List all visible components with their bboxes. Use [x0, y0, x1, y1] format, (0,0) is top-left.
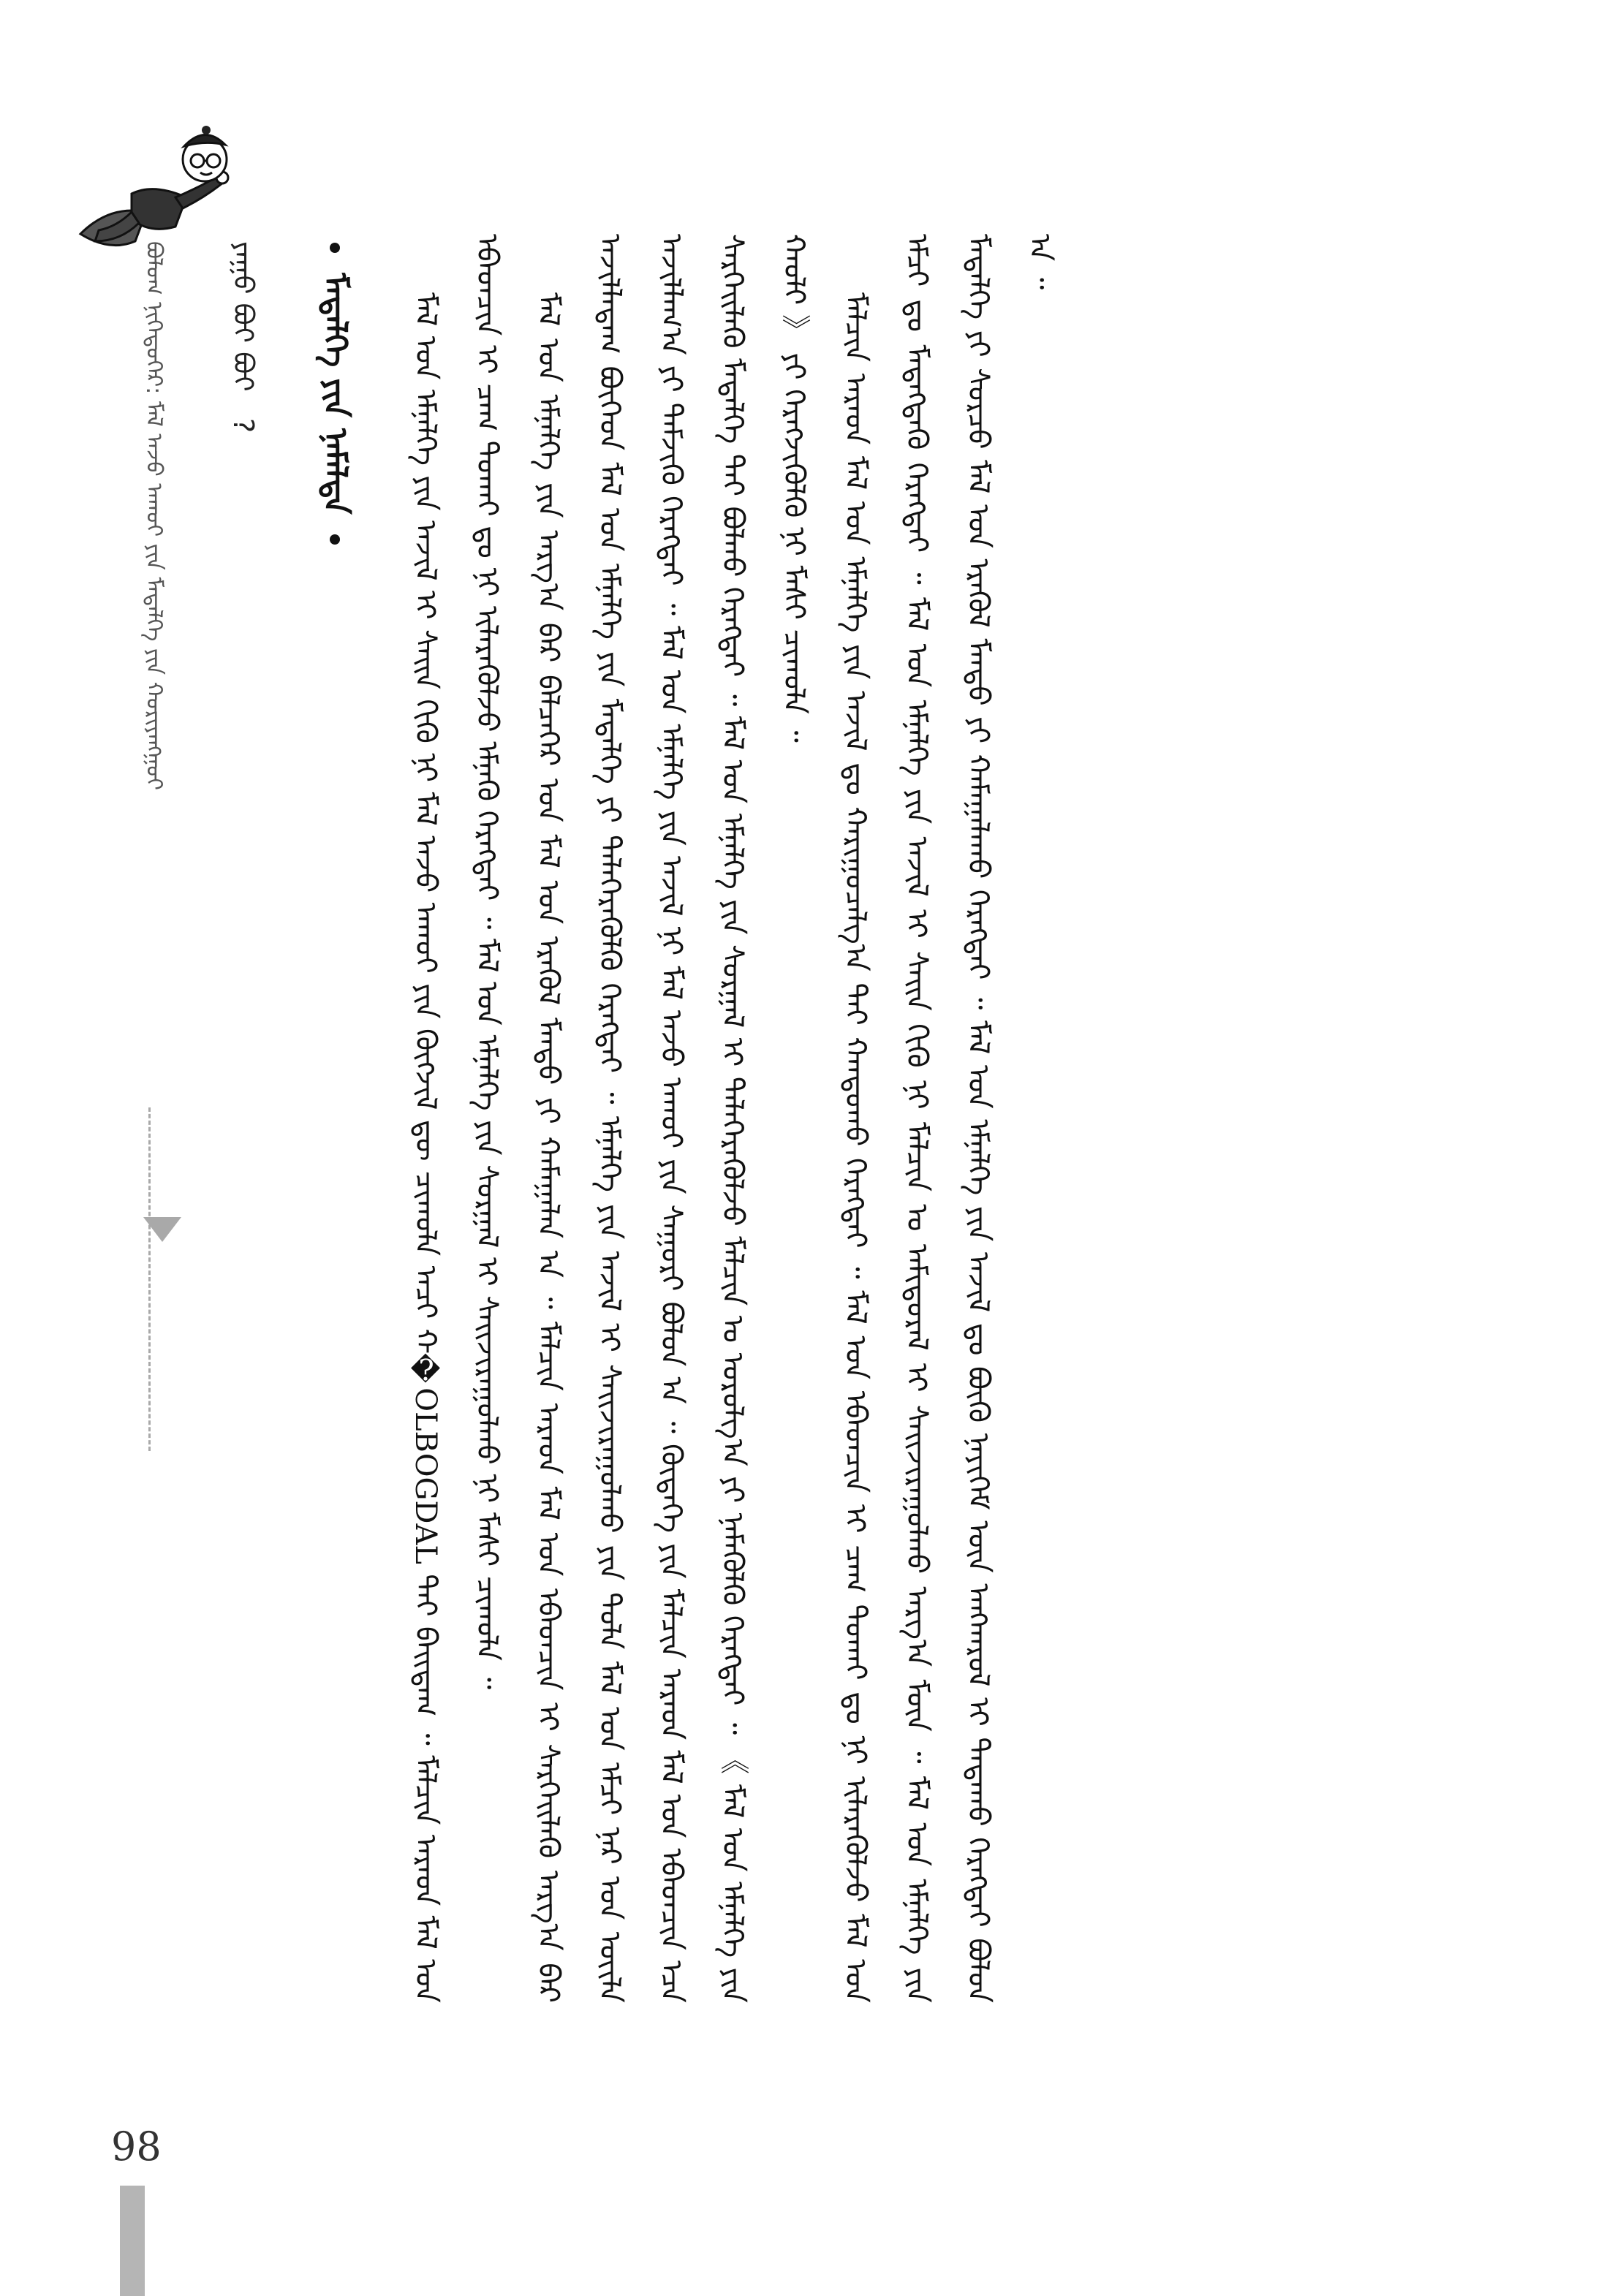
- running-head-title: ᠪᠤᠯᠤᠭ ᠨᠢᠭᠡᠳᠦᠭᠡᠷ: ᠮᠠᠯ ᠠᠵᠤ ᠠᠬᠤᠢ ᠶᠢᠨ ᠮᠡᠳᠡᠯᠭᠡ ᠶᠢᠨ ᠬᠤᠷᠢᠶᠠᠩᠭᠤᠢ: [141, 241, 167, 791]
- mascot-hat-knob: [202, 126, 211, 134]
- body-paragraph-1: ᠮᠠᠯ ᠤᠨ ᠡᠮᠨᠡᠯᠭᠡ ᠶᠢᠨ ᠠᠵᠢᠯ ᠢ ᠰᠠᠢᠨ ᠬᠢᠬᠦ ᠨᠢ ᠮᠠᠯ ᠠᠵᠤ ᠠᠬᠤᠢ ᠶᠢᠨ ᠬᠥᠭᠵᠢᠯ ᠳᠦ ᠴᠢᠬᠤᠯᠠ ᠠᠴᠢ ᠬ�OLBOGDAL ᠲᠠᠢ ᠪᠠᠢᠳᠠᠭ ᠃ ᠮᠠᠯᠴᠢᠨ ᠠᠷᠠᠳ ᠮᠠᠯ ᠤᠨ ᠡᠪᠡᠳᠴᠢᠨ ᠢ ᠴᠠᠭ ᠲᠤᠬᠠᠢ ᠳᠤ ᠨᠢ ᠢᠯᠡᠷᠡᠭᠦᠯᠵᠦ ᠡᠮᠨᠡᠬᠦ ᠬᠡᠷᠡᠭᠲᠡᠢ ᠃ ᠮᠠᠯ ᠤᠨ ᠡᠮᠨᠡᠯᠭᠡ ᠶᠢᠨ ᠰᠤᠷᠭᠠᠯ ᠢ ᠰᠠᠢᠵᠢᠷᠠᠭᠤᠯᠬᠤ ᠨᠢ ᠮᠠᠰᠢ ᠴᠢᠬᠤᠯᠠ ᠃: [409, 234, 504, 2003]
- section-heading: [307, 234, 363, 553]
- section-question-text: ᠶᠠᠭᠤ ᠪᠤᠢ ᠪᠤᠢ: [227, 241, 260, 392]
- body-paragraph-2: ᠮᠠᠯ ᠤᠨ ᠡᠮᠨᠡᠯᠭᠡ ᠶᠢᠨ ᠠᠷᠭ᠎ᠠ ᠪᠠᠷ ᠪᠡᠯᠴᠡᠭᠡᠷ ᠤᠨ ᠮᠠᠯ ᠤᠨ ᠡᠷᠡᠭᠦᠯ ᠮᠡᠨᠳᠦ ᠶᠢ ᠬᠠᠮᠠᠭᠠᠯᠠᠨ ᠠ ᠃ ᠮᠠᠯᠴᠢᠨ ᠠᠷᠠᠳ ᠮᠠᠯ ᠤᠨ ᠡᠪᠡᠳᠴᠢᠨ ᠢ ᠰᠡᠷᠭᠡᠢᠯᠡᠬᠦ ᠠᠷᠭ᠎ᠠ ᠪᠠᠷ ᠠᠵᠢᠯᠯᠠᠳᠠᠭ ᠪᠥᠭᠡᠳ ᠮᠠᠯ ᠤᠨ ᠡᠮᠨᠡᠯᠭᠡ ᠶᠢᠨ ᠮᠡᠳᠡᠯᠭᠡ ᠶᠢ ᠳᠡᠯᠡᠭᠡᠷᠡᠭᠦᠯᠬᠦ ᠬᠡᠷᠡᠭᠲᠡᠢ ᠃ ᠡᠮᠨᠡᠯᠭᠡ ᠶᠢᠨ ᠠᠵᠢᠯ ᠢ ᠰᠠᠢᠵᠢᠷᠠᠭᠤᠯᠬᠤ ᠶᠢᠨ ᠲᠤᠯᠠ ᠮᠠᠯ ᠤᠨ ᠡᠮᠴᠢ ᠨᠠᠷ ᠤᠨ ᠦᠢᠯᠡ ᠠᠵᠢᠯᠯᠠᠭ᠎ᠠ ᠶᠢ ᠳᠡᠮᠵᠢᠬᠦ ᠬᠡᠷᠡᠭᠲᠡᠢ ᠃ ᠮᠠᠯ ᠤᠨ ᠡᠮᠨᠡᠯᠭᠡ ᠶᠢᠨ ᠠᠵᠢᠯ ᠨᠢ ᠮᠠᠯ ᠠᠵᠤ ᠠᠬᠤᠢ ᠶᠢᠨ ᠰᠠᠭᠤᠷᠢ ᠪᠤᠯᠤᠨ ᠠ ᠃ ᠬᠥᠳᠡᠭᠡ ᠶᠢᠨ ᠮᠠᠯᠴᠢᠨ ᠠᠷᠠᠳ ᠮᠠᠯ ᠤᠨ ᠡᠪᠡᠳᠴᠢᠨ ᠡᠴᠡ ᠰᠡᠷᠭᠡᠢᠯᠡᠬᠦ ᠮᠡᠳᠡᠯᠭᠡ ᠲᠡᠢ ᠪᠤᠯᠬᠤ ᠬᠡᠷᠡᠭᠲᠡᠢ ᠃ ᠮᠠᠯ ᠤᠨ ᠡᠮᠨᠡᠯᠭᠡ ᠶᠢᠨ ᠰᠤᠷᠭᠠᠯ ᠢ ᠳᠡᠯᠡᠭᠡᠷᠡᠭᠦᠯᠵᠦ ᠮᠠᠯᠴᠢᠨ ᠤ ᠣᠷᠤᠯᠭ᠎ᠠ ᠶᠢ ᠨᠡᠮᠡᠭᠦᠯᠬᠦ ᠬᠡᠷᠡᠭᠲᠡᠢ ᠃ 《 ᠮᠠᠯ ᠤᠨ ᠡᠮᠨᠡᠯᠭᠡ ᠶᠢᠨ ᠬᠠᠤᠯᠢ 》 ᠶᠢ ᠬᠡᠷᠡᠭᠵᠢᠭᠦᠯᠬᠦ ᠨᠢ ᠮᠠᠰᠢ ᠴᠢᠬᠤᠯᠠ ᠃: [531, 234, 811, 2003]
- body-paragraph-3: ᠮᠠᠯᠴᠢᠨ ᠠᠷᠠᠳ ᠮᠠᠯ ᠤᠨ ᠡᠮᠨᠡᠯᠭᠡ ᠶᠢᠨ ᠠᠵᠢᠯ ᠳᠤ ᠬᠠᠷᠢᠭᠤᠴᠠᠯᠭ᠎ᠠ ᠲᠠᠢ ᠬᠠᠨᠳᠤᠬᠤ ᠬᠡᠷᠡᠭᠲᠡᠢ ᠃ ᠮᠠᠯ ᠤᠨ ᠡᠪᠡᠳᠴᠢᠨ ᠢ ᠴᠠᠭ ᠲᠤᠬᠠᠢ ᠳᠤ ᠨᠢ ᠢᠯᠡᠷᠡᠭᠦᠯᠵᠦ ᠮᠠᠯ ᠤᠨ ᠡᠮᠴᠢ ᠳᠤ ᠮᠡᠳᠡᠭᠳᠡᠬᠦ ᠬᠡᠷᠡᠭᠲᠡᠢ ᠃ ᠮᠠᠯ ᠤᠨ ᠡᠮᠨᠡᠯᠭᠡ ᠶᠢᠨ ᠠᠵᠢᠯ ᠢ ᠰᠠᠢᠨ ᠬᠢᠬᠦ ᠨᠢ ᠮᠠᠯᠴᠢᠨ ᠤ ᠠᠮᠢᠳᠤᠷᠠᠯ ᠢ ᠰᠠᠢᠵᠢᠷᠠᠭᠤᠯᠬᠤ ᠠᠷᠭ᠎ᠠ ᠮᠥᠨ ᠃ ᠮᠠᠯ ᠤᠨ ᠡᠮᠨᠡᠯᠭᠡ ᠶᠢᠨ ᠮᠡᠳᠡᠯᠭᠡ ᠶᠢ ᠰᠤᠷᠴᠤ ᠮᠠᠯ ᠤᠨ ᠡᠷᠡᠭᠦᠯ ᠮᠡᠨᠳᠦ ᠶᠢ ᠬᠠᠮᠠᠭᠠᠯᠠᠬᠤ ᠬᠡᠷᠡᠭᠲᠡᠢ ᠃ ᠮᠠᠯ ᠤᠨ ᠡᠮᠨᠡᠯᠭᠡ ᠶᠢᠨ ᠠᠵᠢᠯ ᠳᠤ ᠪᠦᠬᠦ ᠨᠡᠶᠢᠭᠡᠮ ᠦᠨ ᠠᠩᠬᠠᠷᠤᠯ ᠢ ᠲᠠᠲᠠᠬᠤ ᠬᠡᠷᠡᠭᠲᠡᠢ ᠪᠣᠯᠣᠨ ᠠ ᠃: [839, 234, 1056, 2003]
- mascot-illustration: [66, 124, 234, 256]
- bullet-dot-icon: [330, 243, 340, 253]
- section-question-mark: ?: [227, 417, 260, 433]
- triangle-down-icon: [143, 1217, 181, 1242]
- section-heading-text: ᠮᠡᠳᠡᠯᠭᠡ ᠶᠢᠨ ᠨᠡᠮᠡᠯᠲᠡ: [317, 273, 354, 515]
- page-number: 98: [111, 2123, 162, 2170]
- bullet-dot-icon: [330, 534, 340, 545]
- page-side-tab: [120, 2186, 145, 2296]
- running-head-divider: [148, 1107, 151, 1451]
- body-text: [395, 234, 1418, 2003]
- section-question: [219, 241, 268, 433]
- running-head: [124, 241, 175, 1250]
